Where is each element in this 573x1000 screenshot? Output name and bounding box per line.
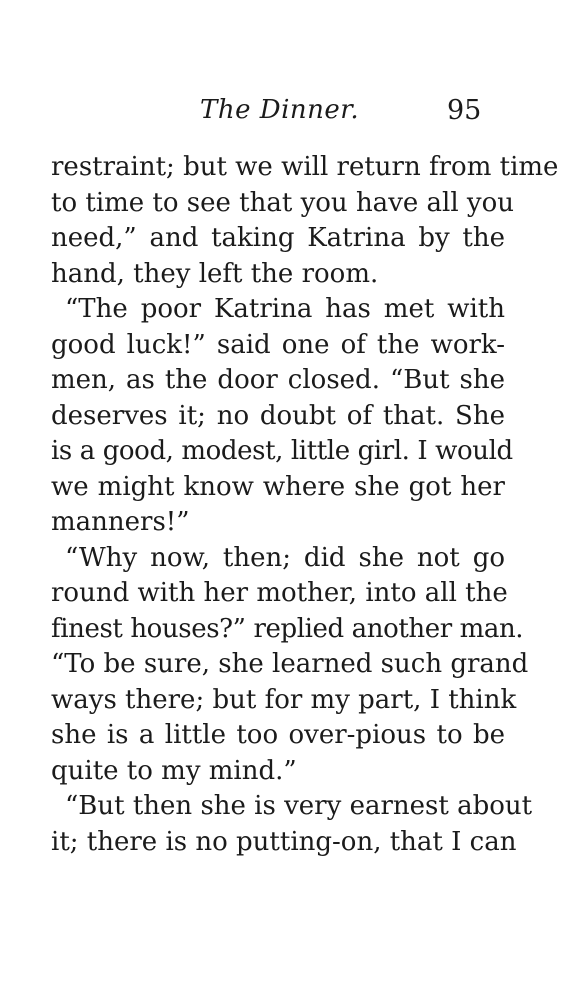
text-line: restraint; but we will return from time xyxy=(51,152,559,182)
running-title: The Dinner. xyxy=(200,95,360,125)
text-line: “But then she is very earnest about xyxy=(65,791,533,821)
page-number: 95 xyxy=(447,95,482,126)
text-line: round with her mother, into all the xyxy=(51,578,508,608)
body-text xyxy=(51,150,559,860)
running-head xyxy=(0,95,573,135)
text-line: manners!” xyxy=(51,507,190,537)
text-line: it; there is no putting-on, that I can xyxy=(51,826,517,857)
text-line: we might know where she got her xyxy=(51,471,505,502)
text-line: hand, they left the room. xyxy=(51,258,379,289)
text-line: finest houses?” replied another man. xyxy=(51,613,524,644)
text-line: “Why now, then; did she not go xyxy=(65,542,505,573)
text-line: ways there; but for my part, I think xyxy=(51,684,517,715)
text-line: need,” and taking Katrina by the xyxy=(51,223,505,253)
text-line: quite to my mind.” xyxy=(51,755,297,786)
text-line: good luck!” said one of the work- xyxy=(51,329,505,360)
text-line: to time to see that you have all you xyxy=(51,187,515,218)
text-line: “The poor Katrina has met with xyxy=(65,294,505,324)
text-line: she is a little too over-pious to be xyxy=(51,720,505,750)
text-line: “To be sure, she learned such grand xyxy=(51,649,529,679)
text-line: men, as the door closed. “But she xyxy=(51,365,505,395)
text-line: deserves it; no doubt of that. She xyxy=(51,400,505,431)
text-line: is a good, modest, little girl. I would xyxy=(51,436,513,466)
